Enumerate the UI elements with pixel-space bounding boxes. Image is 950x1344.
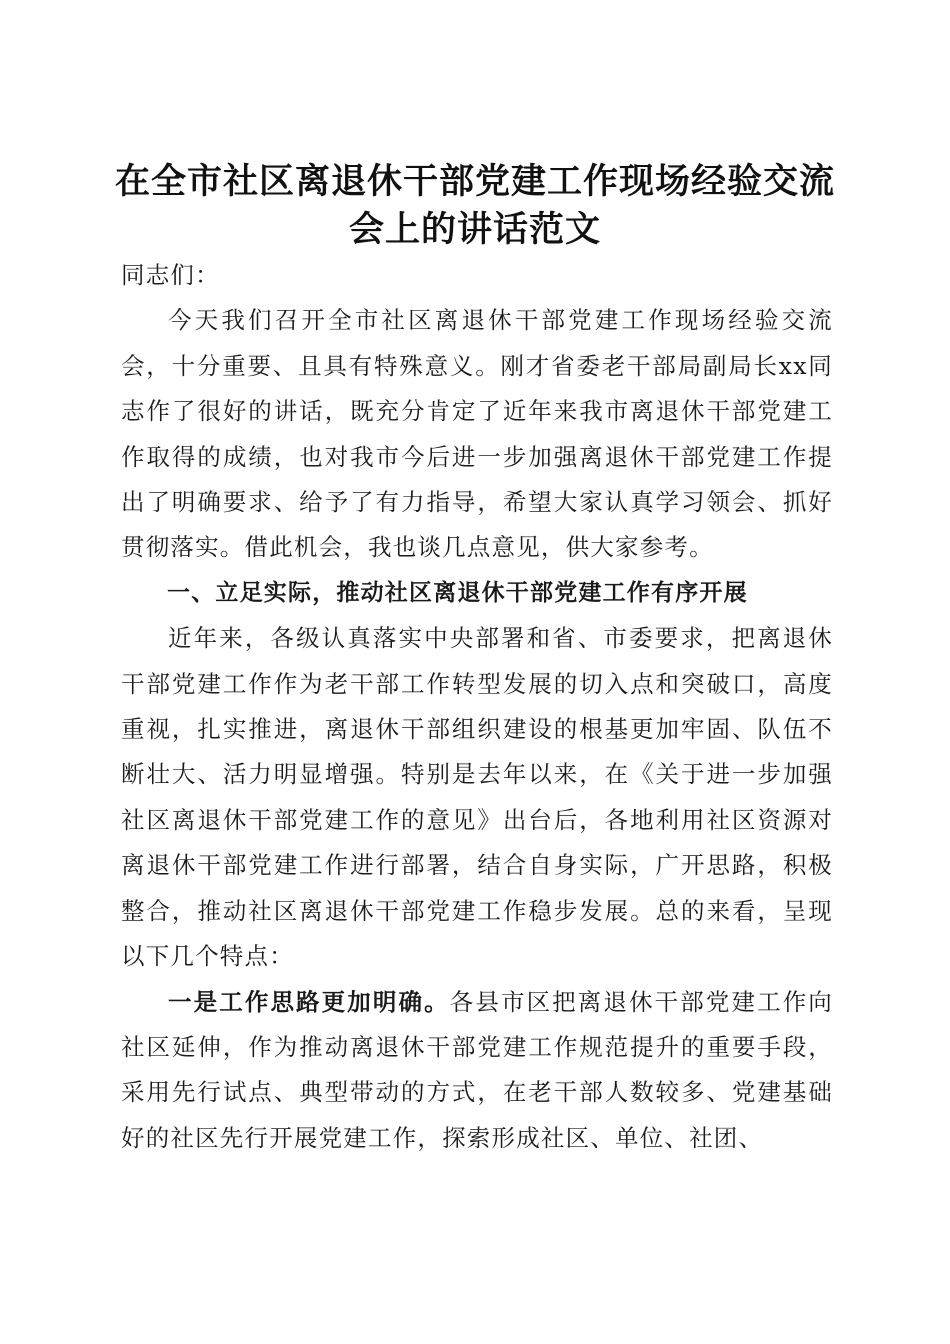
paragraph-overview: 近年来，各级认真落实中央部署和省、市委要求，把离退休干部党建工作作为老干部工作转型发展的切入点和突破口，高度重视，扎实推进，离退休干部组织建设的根基更加牢固、队伍不断壮大、活力明显增强。特别是去年以来，在《关于进一步加强社区离退休干部党建工作的意见》出台后，各地利用社区资源对离退休干部党建工作进行部署，结合自身实际，广开思路，积极整合，推动社区离退休干部党建工作稳步发展。总的来看，呈现以下几个特点： <box>121 624 833 971</box>
point-1-lead: 一是工作思路更加明确。 <box>168 987 450 1016</box>
point-1-text: 各县市区把离退休干部党建工作向社区延伸，作为推动离退休干部党建工作规范提升的重要手段，采用先行试点、典型带动的方式，在老干部人数较多、党建基础好的社区先行开展党建工作，探索形成社区、单位、社团、 <box>121 987 834 1152</box>
paragraph-intro: 今天我们召开全市社区离退休干部党建工作现场经验交流会，十分重要、且具有特殊意义。刚才省委老干部局副局长xx同志作了很好的讲话，既充分肯定了近年来我市离退休干部党建工作取得的成绩，也对我市今后进一步加强离退休干部党建工作提出了明确要求、给予了有力指导，希望大家认真学习领会、抓好贯彻落实。借此机会，我也谈几点意见，供大家参考。 <box>121 306 833 562</box>
section-heading-1: 一、立足实际，推动社区离退休干部党建工作有序开展 <box>167 579 748 606</box>
paragraph-point-1 <box>121 980 833 1162</box>
document-body <box>121 253 833 1161</box>
document-title: 在全市社区离退休干部党建工作现场经验交流会上的讲话范文 <box>114 161 835 251</box>
salutation: 同志们： <box>121 261 220 289</box>
